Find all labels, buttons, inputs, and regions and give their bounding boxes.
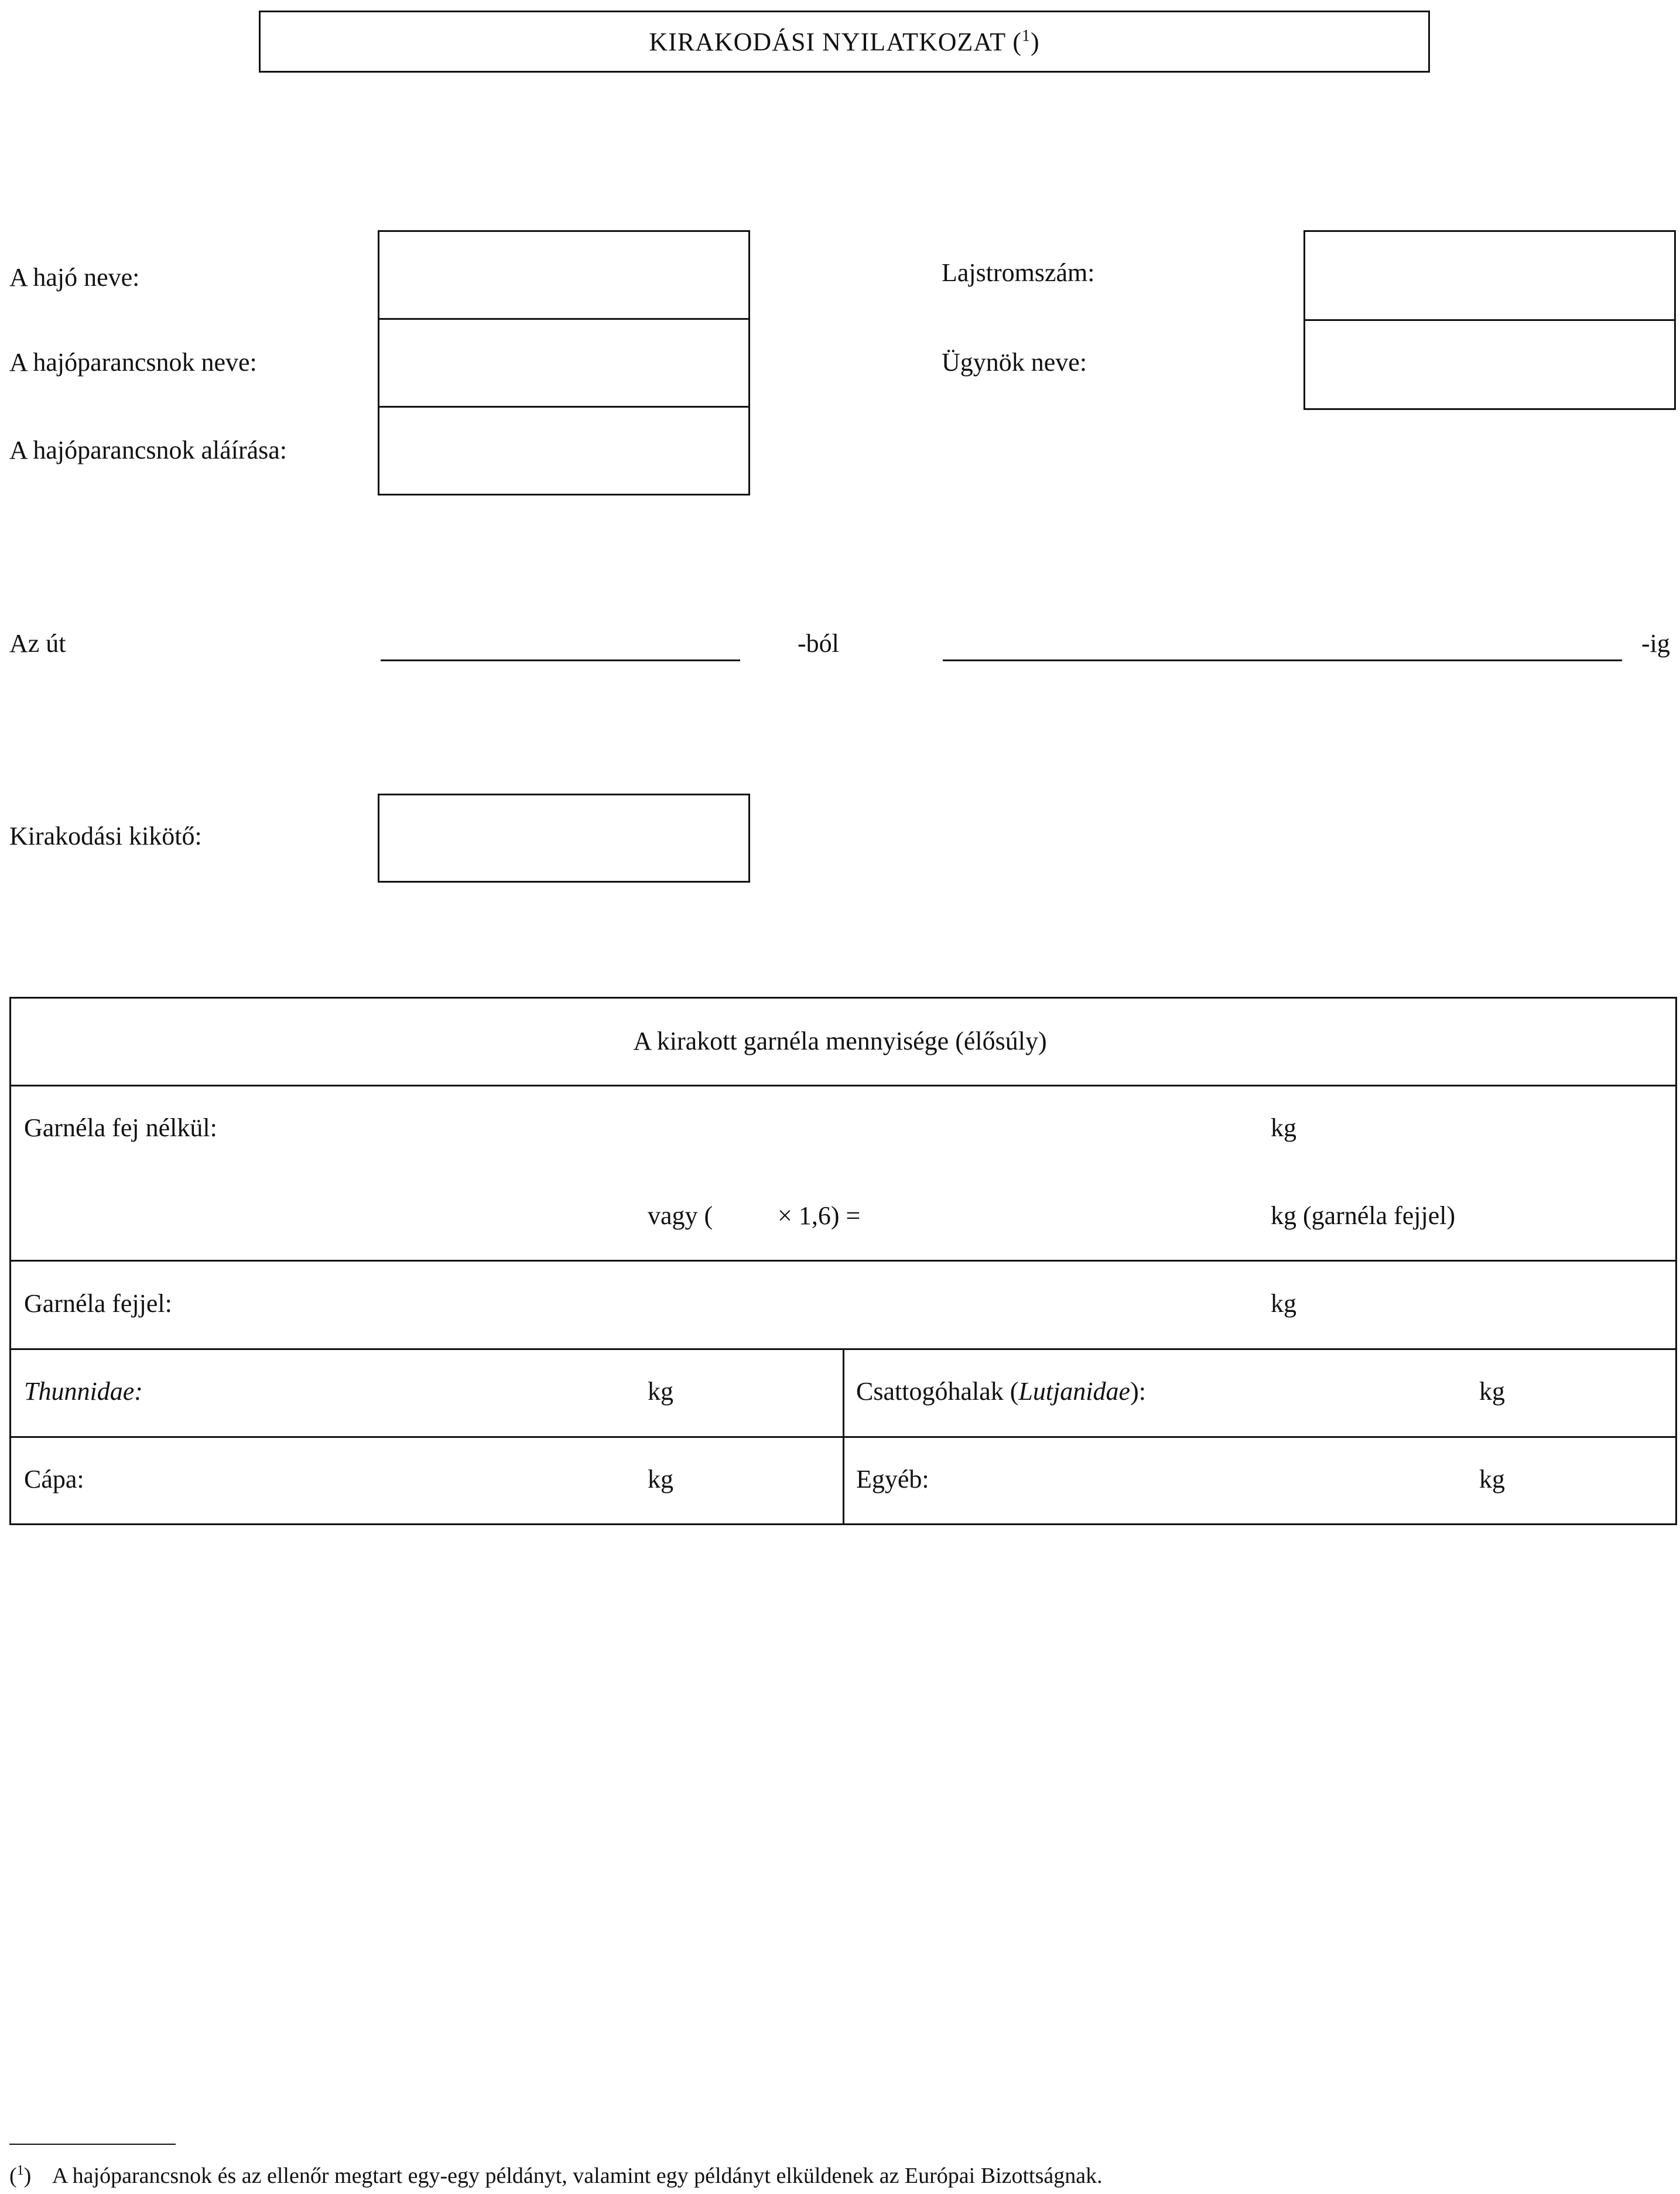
trip-from-suffix: -ból: [798, 629, 839, 658]
title-footnote-ref: 1: [1022, 26, 1031, 45]
port-label: Kirakodási kikötő:: [9, 822, 202, 850]
form-title-close: ): [1031, 27, 1040, 56]
registration-field[interactable]: [1303, 230, 1676, 321]
vessel-name-label: A hajó neve:: [9, 263, 140, 292]
form-title: [649, 27, 1039, 57]
table-divider: [9, 1260, 1677, 1262]
thunnidae-unit: kg: [648, 1377, 673, 1406]
head-on-label: Garnéla fejjel:: [24, 1289, 172, 1318]
shark-label: Cápa:: [24, 1465, 84, 1494]
agent-field[interactable]: [1303, 319, 1676, 410]
master-name-field[interactable]: [378, 318, 750, 408]
agent-label: Ügynök neve:: [942, 348, 1087, 377]
footnote-rule: [9, 2144, 176, 2145]
headless-unit: kg: [1271, 1113, 1296, 1142]
snappers-unit: kg: [1479, 1377, 1505, 1406]
table-column-divider: [843, 1348, 844, 1525]
vessel-name-field[interactable]: [378, 230, 750, 320]
other-unit: kg: [1479, 1465, 1505, 1494]
other-label: Egyéb:: [856, 1465, 929, 1494]
shark-unit: kg: [648, 1465, 673, 1494]
form-title-text: KIRAKODÁSI NYILATKOZAT (: [649, 27, 1022, 56]
snappers-label-latin: Lutjanidae: [1018, 1377, 1131, 1406]
footnote-mark: 1: [16, 2163, 24, 2178]
converted-unit: kg (garnéla fejjel): [1271, 1201, 1456, 1230]
snappers-label-prefix: Csattogóhalak (: [856, 1377, 1019, 1406]
table-divider: [9, 1085, 1677, 1086]
snappers-label-suffix: ):: [1130, 1377, 1146, 1406]
trip-to-field[interactable]: [943, 659, 1622, 661]
trip-from-field[interactable]: [381, 659, 740, 661]
master-name-label: A hajóparancsnok neve:: [9, 348, 257, 377]
footnote: ($^1$) A hajóparancsnok és az ellenőr megtart egy-egy példányt, valamint egy példányt elküldenek az Európai Bizottságnak.: [9, 2163, 1103, 2188]
multiplier: × 1,6) =: [778, 1201, 861, 1230]
trip-to-suffix: -ig: [1641, 629, 1670, 658]
footnote-text: A hajóparancsnok és az ellenőr megtart egy-egy példányt, valamint egy példányt elküldenek az Európai Bizottságnak.: [52, 2164, 1103, 2188]
master-signature-label: A hajóparancsnok aláírása:: [9, 436, 288, 464]
registration-label: Lajstromszám:: [942, 258, 1095, 287]
trip-label: Az út: [9, 629, 66, 658]
or-prefix: vagy (: [648, 1201, 713, 1230]
snappers-label: [856, 1379, 1146, 1404]
head-on-unit: kg: [1271, 1289, 1296, 1318]
master-signature-field[interactable]: [378, 406, 750, 495]
table-header: A kirakott garnéla mennyisége (élősúly): [633, 1027, 1047, 1055]
thunnidae-label: Thunnidae:: [24, 1377, 143, 1406]
form-title-box: [259, 11, 1430, 73]
headless-label: Garnéla fej nélkül:: [24, 1113, 217, 1142]
port-field[interactable]: [378, 794, 750, 883]
